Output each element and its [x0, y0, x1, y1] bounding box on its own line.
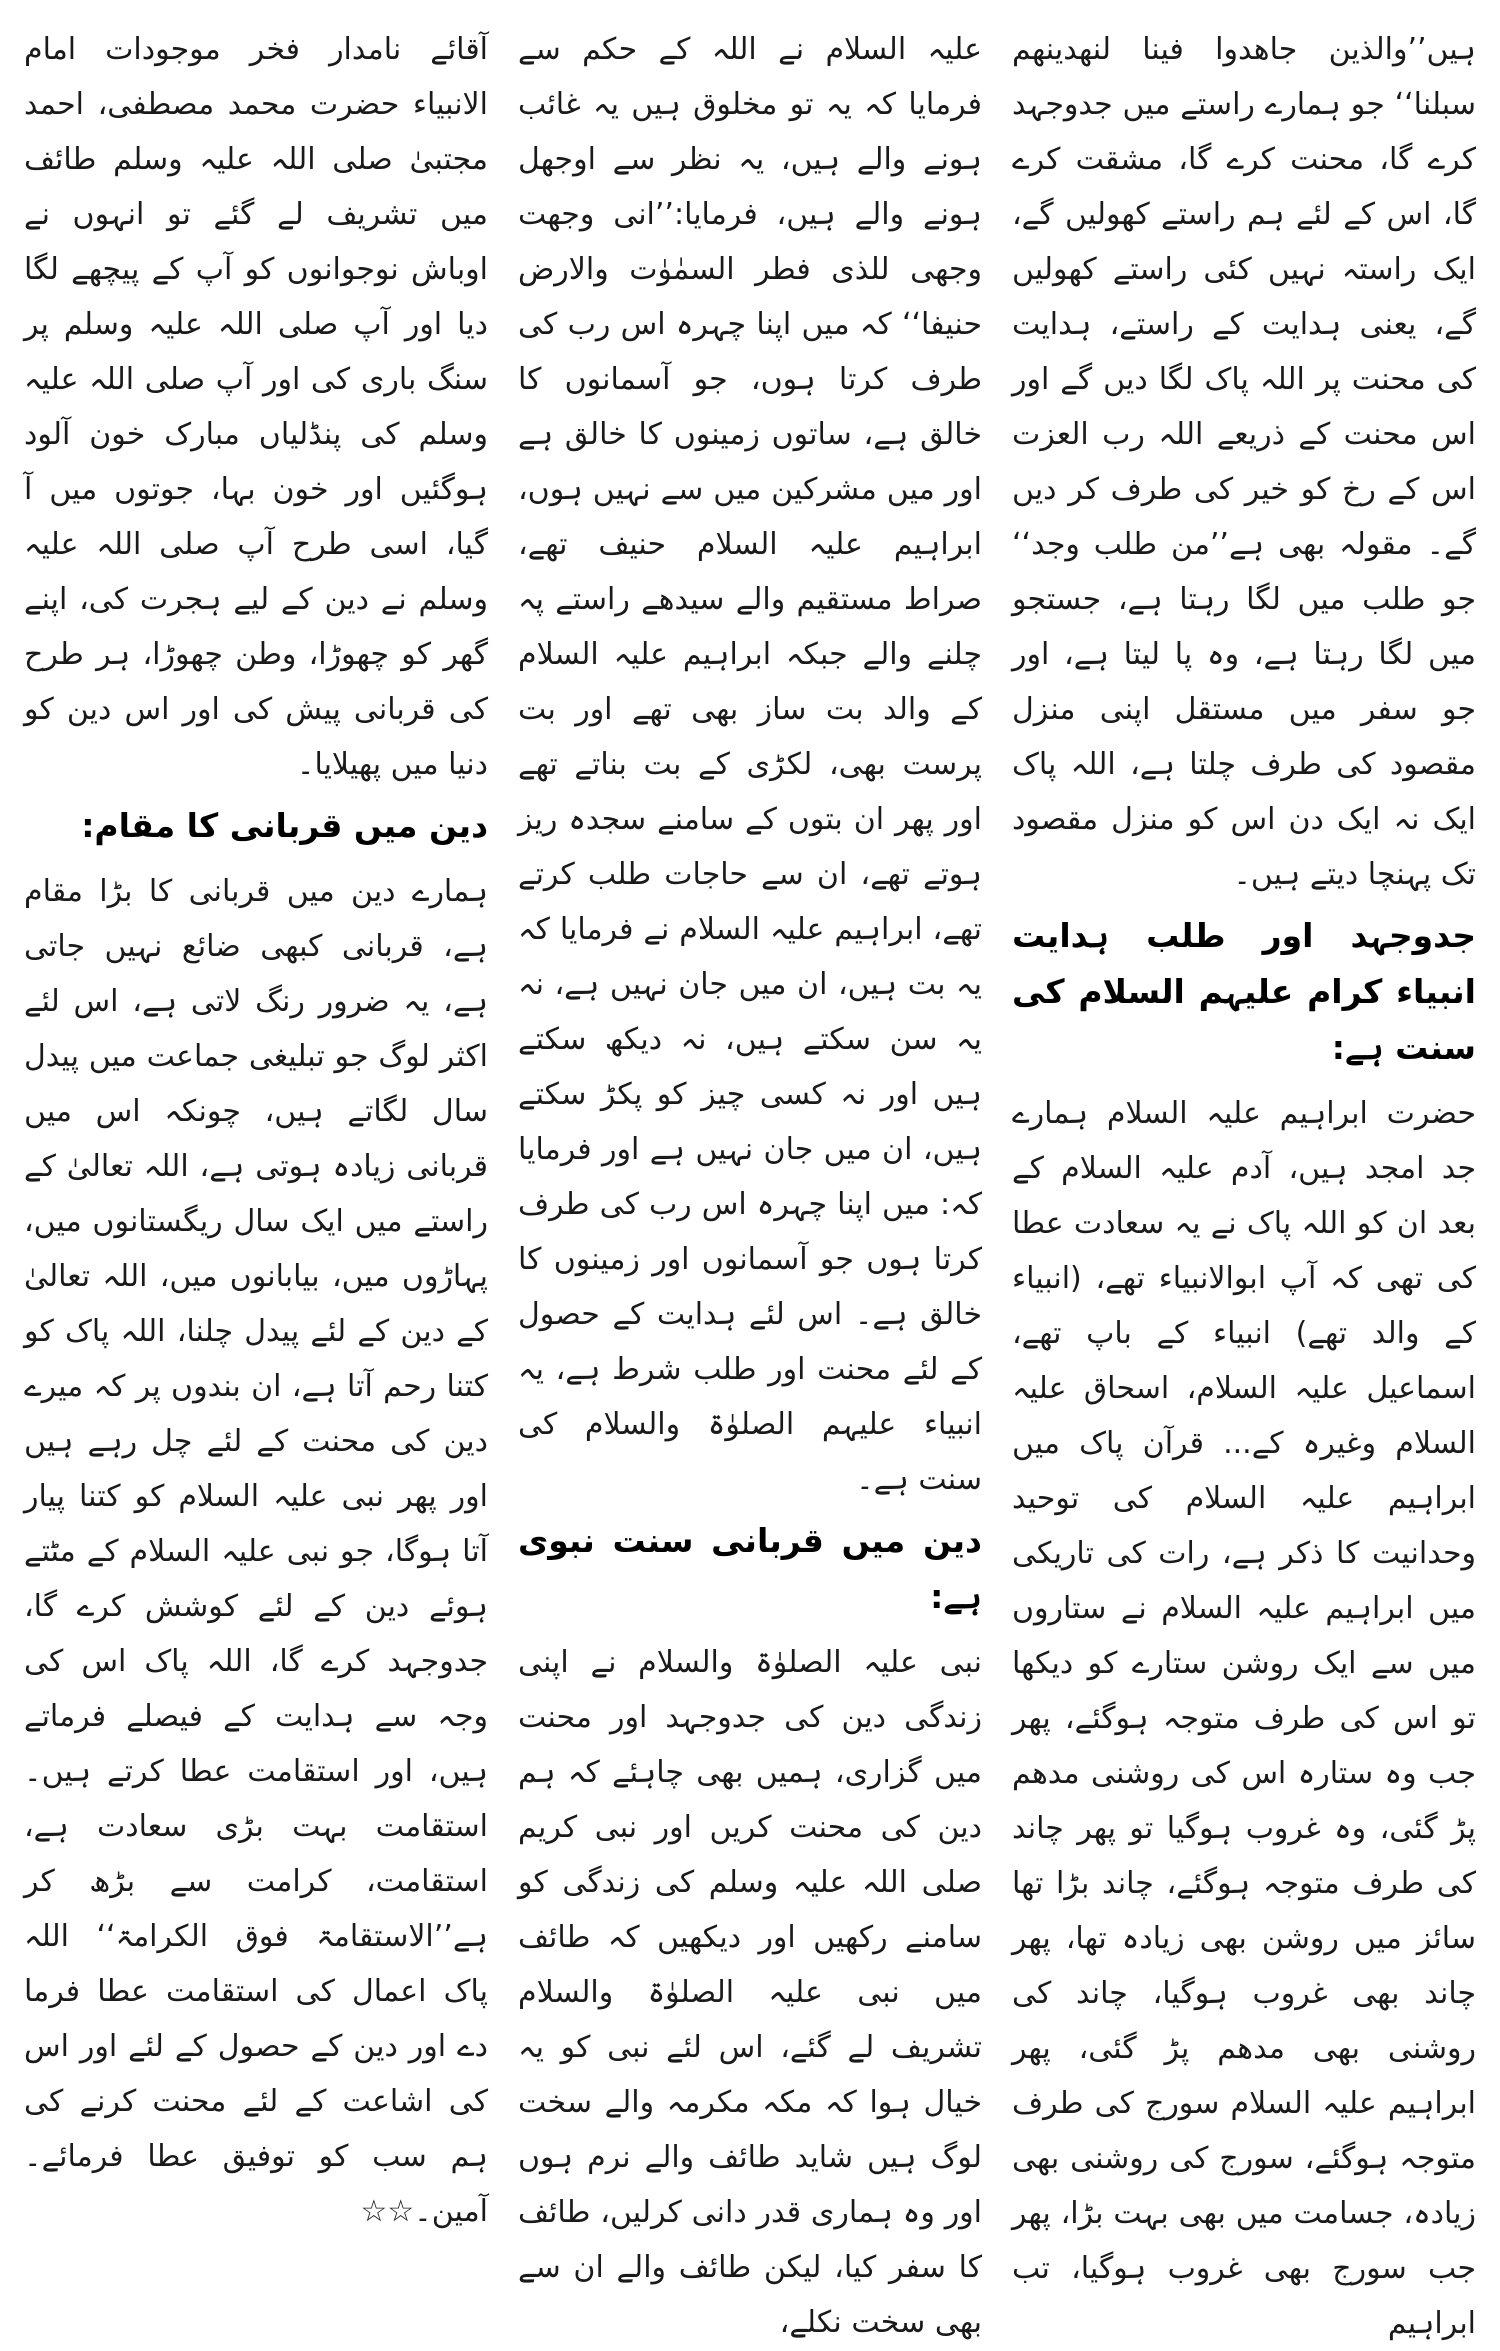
- paragraph: نبی علیہ الصلوٰۃ والسلام نے اپنی زندگی دین کی جدوجہد اور محنت میں گزاری، ہمیں بھی چاہئے کہ ہم دین کی محنت کریں اور نبی کریم صلی اللہ علیہ وسلم کی زندگی کو سامنے رکھیں اور دیکھیں کہ طائف میں نبی علیہ الصلوٰۃ والسلام تشریف لے گئے، اس لئے نبی کو یہ خیال ہوا کہ مکہ مکرمہ والے سخت لوگ ہیں شاید طائف والے نرم ہوں اور وہ ہماری قدر دانی کرلیں، طائف کا سفر کیا، لیکن طائف والے ان سے بھی سخت نکلے،: [518, 1645, 982, 2340]
- column-left: [24, 22, 488, 2229]
- paragraph: ہمارے دین میں قربانی کا بڑا مقام ہے، قربانی کبھی ضائع نہیں جاتی ہے، یہ ضرور رنگ لاتی ہے، اس لئے اکثر لوگ جو تبلیغی جماعت میں پیدل سال لگاتے ہیں، چونکہ اس میں قربانی زیادہ ہوتی ہے، اللہ تعالیٰ کے راستے میں ایک سال ریگستانوں میں، پہاڑوں میں، بیابانوں میں، اللہ تعالیٰ کے دین کے لئے پیدل چلنا، اللہ پاک کو کتنا رحم آتا ہے، ان بندوں پر کہ میرے دین کی محنت کے لئے چل رہے ہیں اور پھر نبی علیہ السلام کو کتنا پیار آتا ہوگا، جو نبی علیہ السلام کے مٹتے ہوئے دین کے لئے کوشش کرے گا، جدوجہد کرے گا، اللہ پاک اس کی وجہ سے ہدایت کے فیصلے فرماتے ہیں، اور استقامت عطا کرتے ہیں۔ استقامت بہت بڑی سعادت ہے، استقامت، کرامت سے بڑھ کر ہے’’الاستقامۃ فوق الکرامۃ‘‘ اللہ پاک اعمال کی استقامت عطا فرما دے اور دین کے حصول کے لئے اور اس کی اشاعت کے لئے محنت کرنے کی ہم سب کو توفیق عطا فرمائے۔ آمین۔☆☆: [24, 874, 488, 2229]
- paragraph: علیہ السلام نے اللہ کے حکم سے فرمایا کہ یہ تو مخلوق ہیں یہ غائب ہونے والے ہیں، یہ نظر سے اوجھل ہونے والے ہیں، فرمایا:’’انی وجھت وجھی للذی فطر السمٰوٰت والارض حنیفا‘‘ کہ میں اپنا چہرہ اس رب کی طرف کرتا ہوں، جو آسمانوں کا خالق ہے، ساتوں زمینوں کا خالق ہے اور میں مشرکین میں سے نہیں ہوں، ابراہیم علیہ السلام حنیف تھے، صراط مستقیم والے سیدھے راستے پہ چلنے والے جبکہ ابراہیم علیہ السلام کے والد بت ساز بھی تھے اور بت پرست بھی، لکڑی کے بت بناتے تھے اور پھر ان بتوں کے سامنے سجدہ ریز ہوتے تھے، ان سے حاجات طلب کرتے تھے، ابراہیم علیہ السلام نے فرمایا کہ یہ بت ہیں، ان میں جان نہیں ہے، نہ یہ سن سکتے ہیں، نہ دیکھ سکتے ہیں اور نہ کسی چیز کو پکڑ سکتے ہیں، ان میں جان نہیں ہے اور فرمایا کہ: میں اپنا چہرہ اس رب کی طرف کرتا ہوں جو آسمانوں اور زمینوں کا خالق ہے۔ اس لئے ہدایت کے حصول کے لئے محنت اور طلب شرط ہے، یہ انبیاء علیہم الصلوٰۃ والسلام کی سنت ہے۔: [518, 32, 982, 1497]
- column-middle: [518, 22, 982, 2340]
- paragraph: ہیں’’والذین جاھدوا فینا لنھدینھم سبلنا‘‘ جو ہمارے راستے میں جدوجہد کرے گا، محنت کرے گا، مشقت کرے گا، اس کے لئے ہم راستے کھولیں گے، ایک راستہ نہیں کئی راستے کھولیں گے، یعنی ہدایت کے راستے، ہدایت کی محنت پر اللہ پاک لگا دیں گے اور اس محنت کے ذریعے اللہ رب العزت اس کے رخ کو خیر کی طرف کر دیں گے۔ مقولہ بھی ہے’’من طلب وجد‘‘ جو طلب میں لگا رہتا ہے، جستجو میں لگا رہتا ہے، وہ پا لیتا ہے، اور جو سفر میں مستقل اپنی منزل مقصود کی طرف چلتا ہے، اللہ پاک ایک نہ ایک دن اس کو منزل مقصود تک پہنچا دیتے ہیں۔: [1012, 32, 1476, 892]
- paragraph: آقائے نامدار فخر موجودات امام الانبیاء حضرت محمد مصطفی، احمد مجتبیٰ صلی اللہ علیہ وسلم طائف میں تشریف لے گئے تو انہوں نے اوباش نوجوانوں کو آپ کے پیچھے لگا دیا اور آپ صلی اللہ علیہ وسلم پر سنگ باری کی اور آپ صلی اللہ علیہ وسلم کی پنڈلیاں مبارک خون آلود ہوگئیں اور خون بہا، جوتوں میں آ گیا، اسی طرح آپ صلی اللہ علیہ وسلم نے دین کے لیے ہجرت کی، اپنے گھر کو چھوڑا، وطن چھوڑا، ہر طرح کی قربانی پیش کی اور اس دین کو دنیا میں پھیلایا۔: [24, 32, 488, 782]
- section-heading: دین میں قربانی کا مقام:: [81, 806, 488, 845]
- section-heading: دین میں قربانی سنت نبوی ہے:: [518, 1521, 982, 1616]
- column-right: [1012, 22, 1476, 2341]
- paragraph: حضرت ابراہیم علیہ السلام ہمارے جد امجد ہیں، آدم علیہ السلام کے بعد ان کو اللہ پاک نے یہ سعادت عطا کی تھی کہ آپ ابوالانبیاء تھے، (انبیاء کے والد تھے) انبیاء کے باپ تھے، اسماعیل علیہ السلام، اسحاق علیہ السلام وغیرہ کے... قرآن پاک میں ابراہیم علیہ السلام کی توحید وحدانیت کا ذکر ہے، رات کی تاریکی میں ابراہیم علیہ السلام نے ستاروں میں سے ایک روشن ستارے کو دیکھا تو اس کی طرف متوجہ ہوگئے، پھر جب وہ ستارہ اس کی روشنی مدھم پڑ گئی، وہ غروب ہوگیا تو پھر چاند کی طرف متوجہ ہوگئے، چاند بڑا تھا سائز میں روشن بھی زیادہ تھا، پھر چاند بھی غروب ہوگیا، چاند کی روشنی بھی مدھم پڑ گئی، پھر ابراہیم علیہ السلام سورج کی طرف متوجہ ہوگئے، سورج کی روشنی بھی زیادہ، جسامت میں بھی بہت بڑا، پھر جب سورج بھی غروب ہوگیا، تب ابراہیم: [1012, 1096, 1476, 2341]
- section-heading: جدوجہد اور طلب ہدایت انبیاء کرام علیہم السلام کی سنت ہے:: [1012, 916, 1476, 1067]
